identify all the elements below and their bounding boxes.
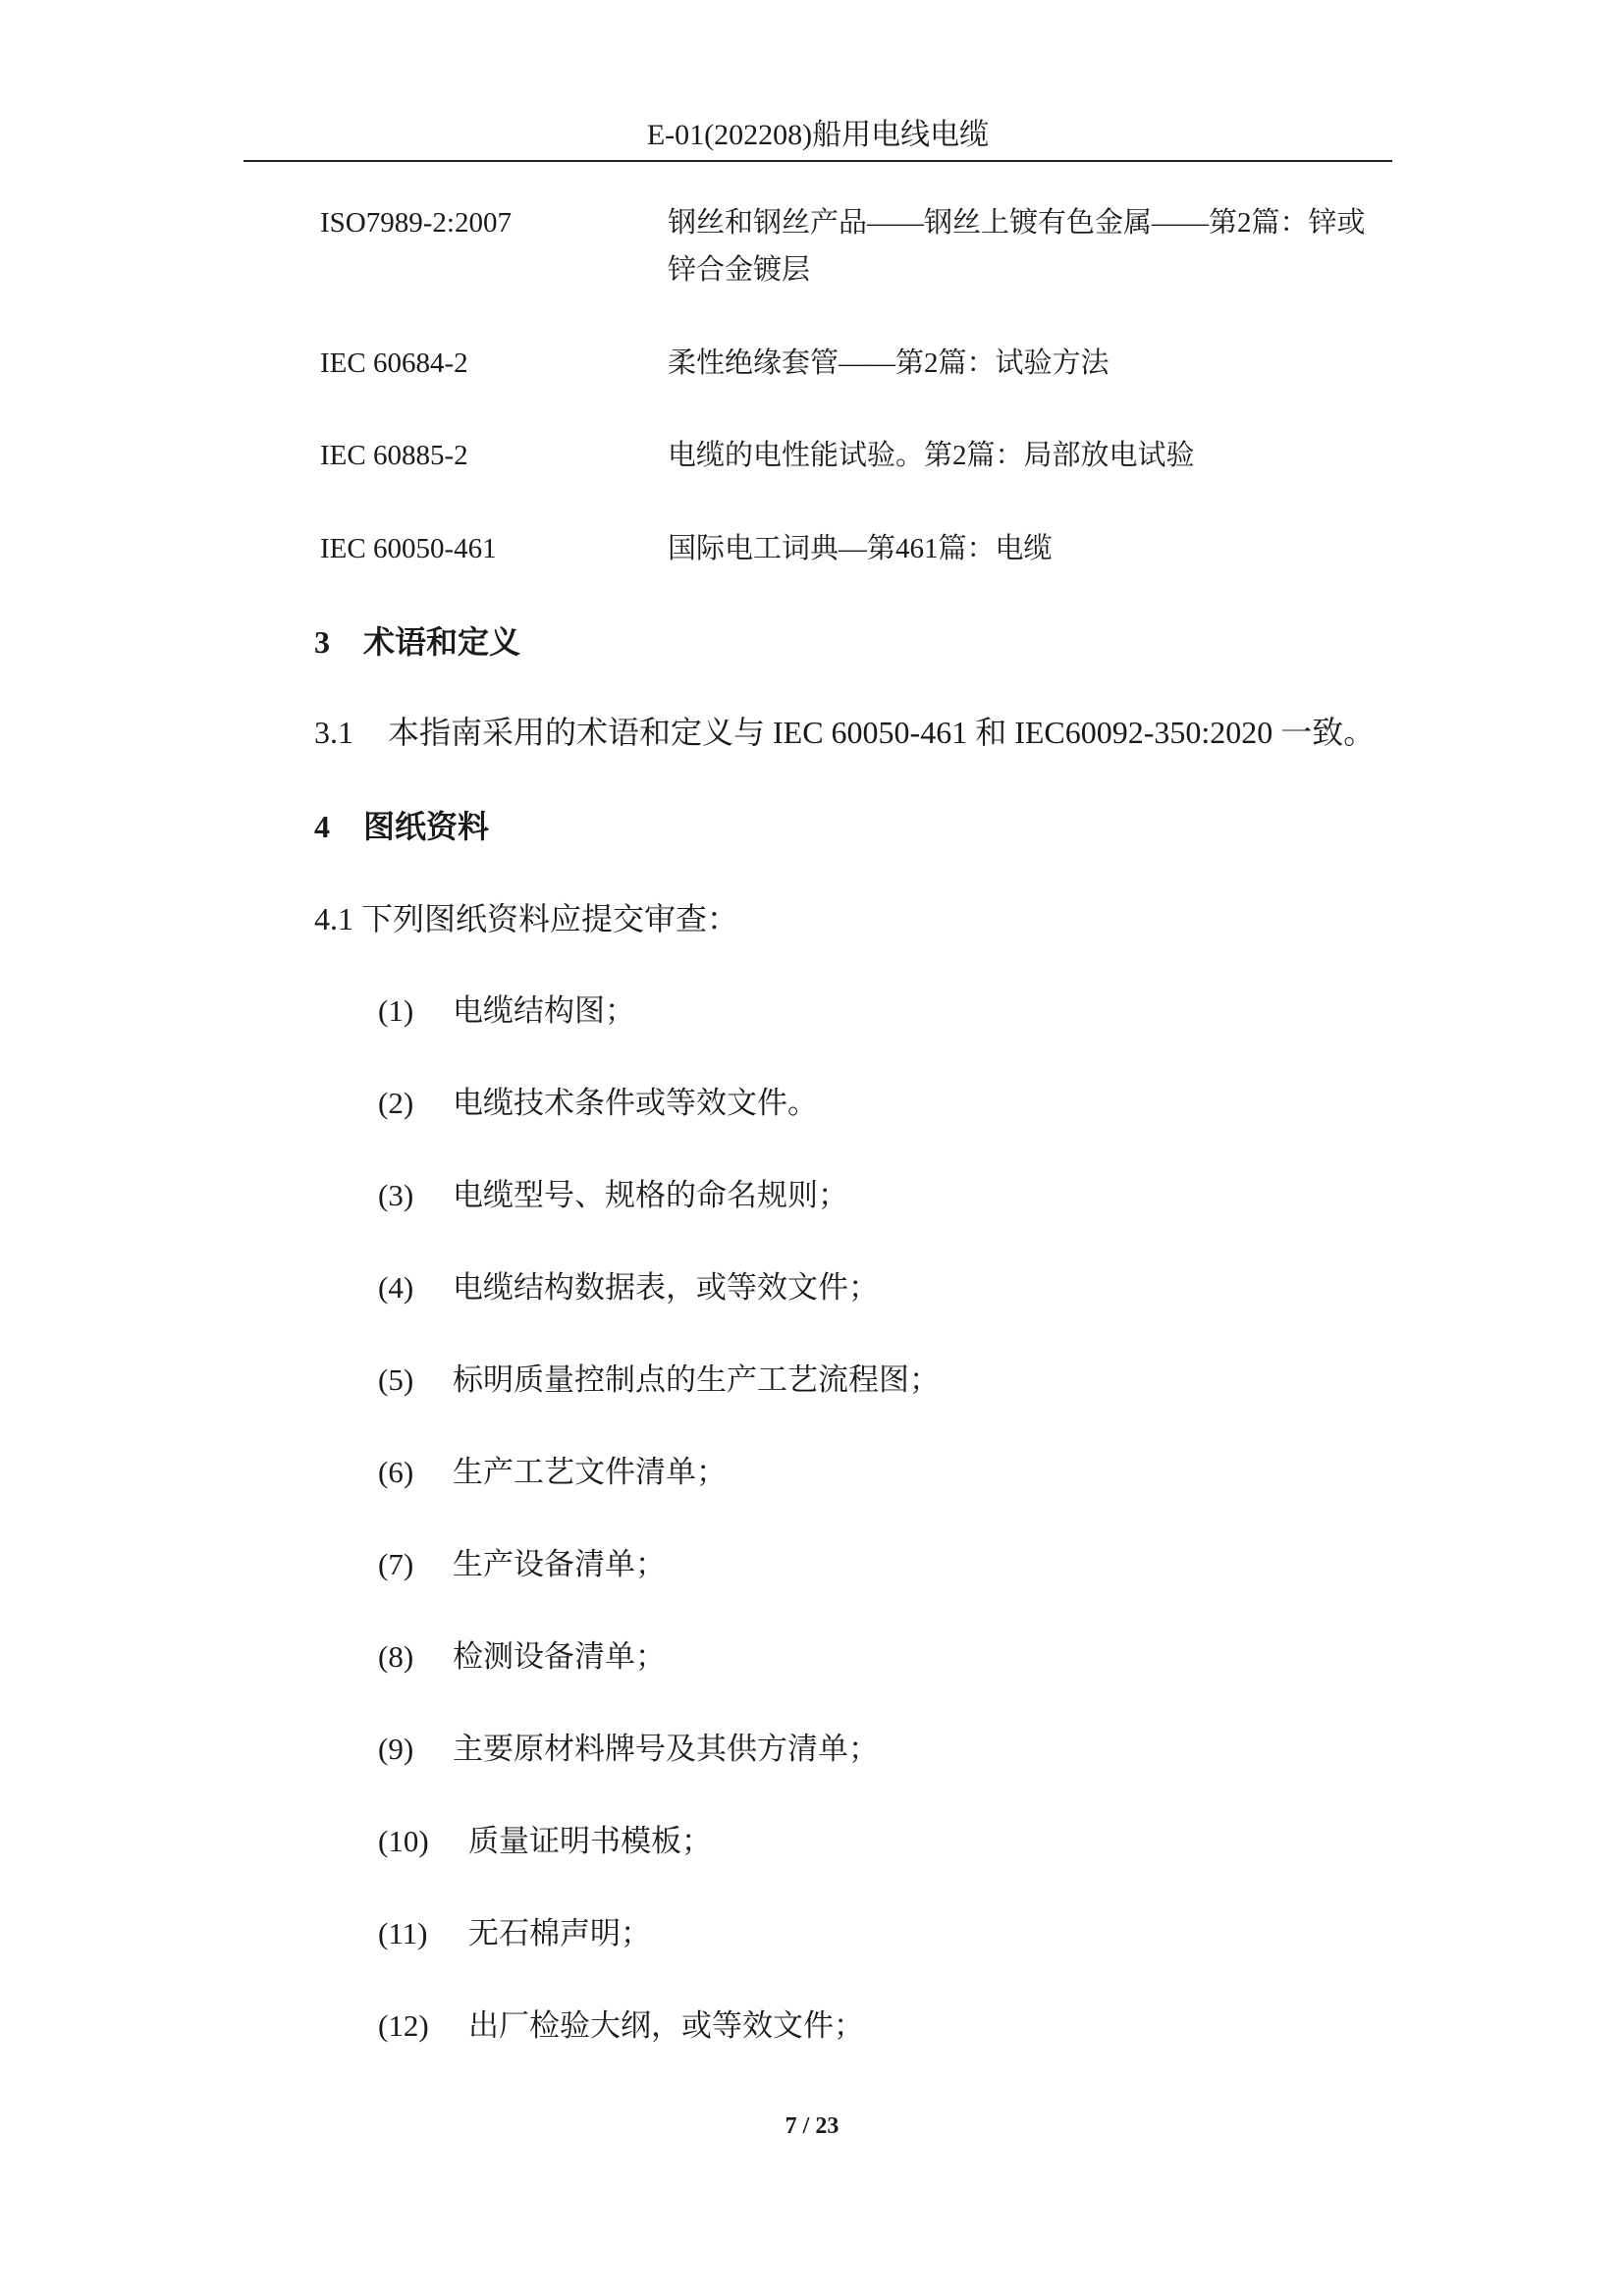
section-title: 图纸资料 (363, 808, 490, 845)
standard-title: 钢丝和钢丝产品——钢丝上镀有色金属——第2篇：锌或锌合金镀层 (668, 207, 1366, 286)
list-item (378, 1818, 712, 1865)
list-item (378, 988, 635, 1035)
item-text: 主要原材料牌号及其供方清单； (453, 1732, 879, 1766)
standard-title: 国际电工词典—第461篇：电缆 (668, 533, 1053, 564)
standard-code: IEC 60885-2 (320, 440, 468, 471)
item-text: 无石棉声明； (468, 1916, 651, 1950)
list-item (378, 2002, 864, 2050)
item-number: (12) (378, 2008, 429, 2043)
item-number: (2) (378, 1086, 414, 1120)
item-text: 检测设备清单； (453, 1639, 666, 1674)
item-number: (9) (378, 1732, 414, 1766)
standard-title: 电缆的电性能试验。第2篇：局部放电试验 (668, 440, 1195, 471)
item-text: 电缆技术条件或等效文件。 (453, 1086, 818, 1120)
item-number: (11) (378, 1916, 428, 1950)
item-number: (10) (378, 1824, 429, 1858)
list-item (378, 1726, 879, 1773)
item-number: (5) (378, 1362, 414, 1397)
list-item (378, 1172, 848, 1219)
section-number: 3 (314, 624, 330, 660)
clause-number: 3.1 (314, 715, 353, 750)
item-text: 生产工艺文件清单； (453, 1455, 727, 1489)
list-item (378, 1633, 666, 1681)
item-text: 质量证明书模板； (468, 1824, 712, 1858)
item-number: (3) (378, 1178, 414, 1212)
standard-title: 柔性绝缘套管——第2篇：试验方法 (668, 347, 1110, 379)
clause-4-1: 4.1 下列图纸资料应提交审查： (314, 901, 739, 936)
list-item (378, 1264, 879, 1311)
list-item (378, 1357, 940, 1404)
standard-code: ISO7989-2:2007 (320, 207, 512, 239)
section-heading-4 (314, 803, 489, 850)
item-text: 生产设备清单； (453, 1547, 666, 1581)
item-number: (7) (378, 1547, 414, 1581)
item-text: 出厂检验大纲，或等效文件； (468, 2008, 864, 2043)
item-number: (1) (378, 993, 414, 1028)
section-heading-3 (314, 618, 520, 666)
list-item (378, 1080, 818, 1127)
item-text: 标明质量控制点的生产工艺流程图； (453, 1362, 940, 1397)
clause-text: 本指南采用的术语和定义与 IEC 60050-461 和 IEC60092-350:2020 一致。 (388, 715, 1376, 750)
page-number: 7 / 23 (785, 2113, 839, 2139)
item-text: 电缆结构图； (453, 993, 635, 1028)
section-title: 术语和定义 (363, 623, 521, 661)
item-number: (4) (378, 1270, 414, 1305)
item-number: (8) (378, 1639, 414, 1674)
item-number: (6) (378, 1455, 414, 1489)
list-item (378, 1449, 727, 1496)
item-text: 电缆型号、规格的命名规则； (453, 1178, 848, 1212)
item-text: 电缆结构数据表，或等效文件； (453, 1270, 879, 1305)
section-number: 4 (314, 809, 330, 844)
page-header: E-01(202208)船用电线电缆 (646, 119, 990, 151)
list-item (378, 1541, 666, 1588)
standard-code: IEC 60050-461 (320, 533, 497, 564)
list-item (378, 1910, 651, 1957)
header-divider (244, 160, 1392, 162)
clause-3-1 (314, 709, 1375, 756)
standard-code: IEC 60684-2 (320, 347, 468, 379)
